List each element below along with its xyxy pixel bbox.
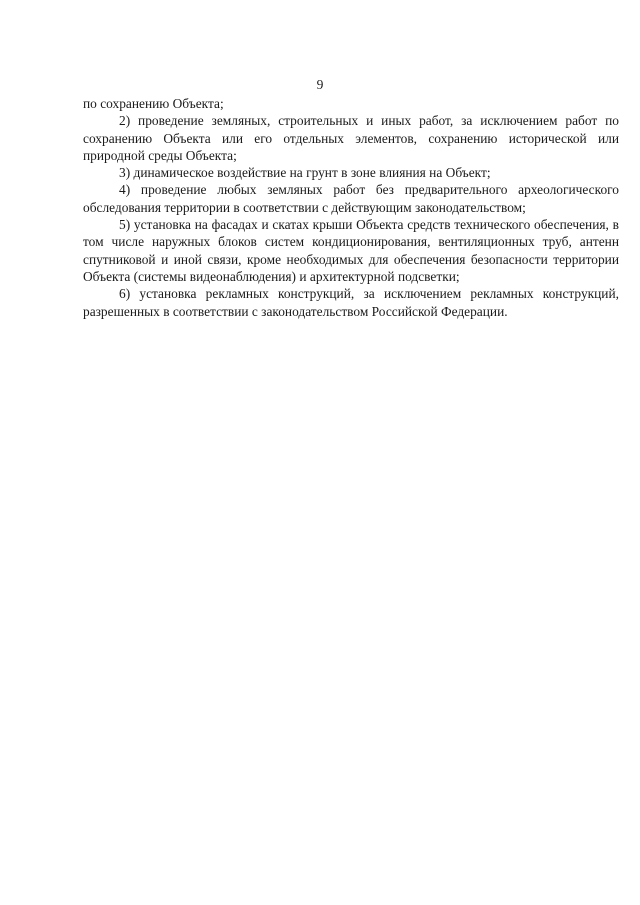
- document-body: [83, 95, 619, 320]
- paragraph: 4) проведение любых земляных работ без предварительного археологического обследования территории в соответствии с действующим законодательством;: [83, 182, 619, 215]
- paragraph: 2) проведение земляных, строительных и иных работ, за исключением работ по сохранению Объекта или его отдельных элементов, сохранению исторической или природной среды Объекта;: [83, 113, 619, 163]
- paragraph: 5) установка на фасадах и скатах крыши Объекта средств технического обеспечения, в том числе наружных блоков систем кондиционирования, вентиляционных труб, антенн спутниковой и иной связи, кроме необходимых для обеспечения безопасности территории Объекта (системы видеонаблюдения) и архитектурной подсветки;: [83, 217, 619, 284]
- paragraph: 3) динамическое воздействие на грунт в зоне влияния на Объект;: [119, 165, 491, 181]
- paragraph: по сохранению Объекта;: [83, 96, 224, 111]
- paragraph: 6) установка рекламных конструкций, за исключением рекламных конструкций, разрешенных в соответствии с законодательством Российской Федерации.: [83, 286, 619, 319]
- page-number: 9: [316, 77, 324, 92]
